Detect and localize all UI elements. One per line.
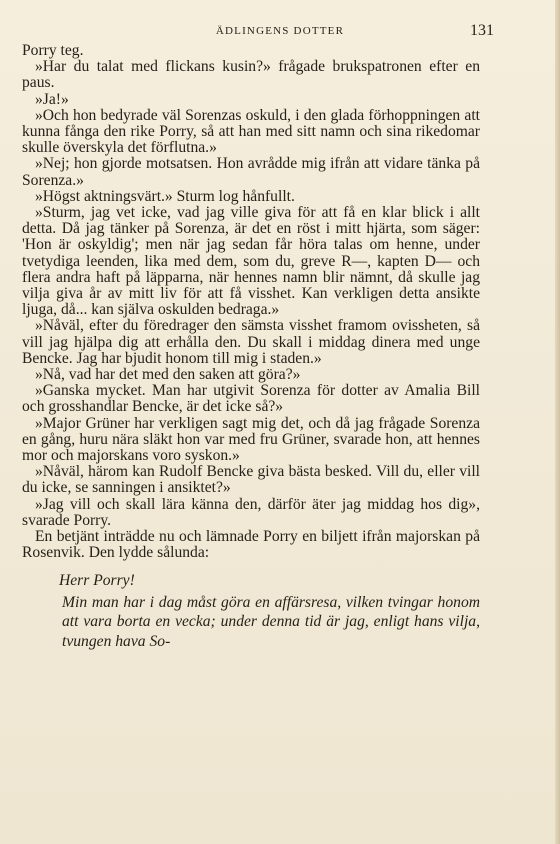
letter-salutation: Herr Porry! [59, 571, 135, 589]
paragraph: »Högst aktningsvärt.» Sturm log hånfullt. [35, 187, 295, 205]
page-body [22, 43, 480, 651]
paragraph: »Nåväl, härom kan Rudolf Bencke giva bästa besked. Vill du, eller vill du icke, se sanningen i ansiktet?» [22, 463, 480, 497]
page-edge [555, 0, 560, 844]
paragraph: »Ja!» [35, 90, 69, 108]
paragraph: En betjänt inträdde nu och lämnade Porry en biljett ifrån majorskan på Rosenvik. Den lydde sålunda: [22, 528, 480, 562]
paragraph: Porry teg. [22, 42, 84, 59]
running-head: ÄDLINGENS DOTTER [215, 25, 345, 37]
paragraph: »Sturm, jag vet icke, vad jag ville giva för att få en klar blick i allt detta. Då jag tänker på Sorenza, är det en röst i mitt hjärta, som säger: 'Hon är oskyldig'; men när jag sedan får höra talas om henne, under tvetydiga leenden, lika med dem, som du, greve R—, kapten D— och flera andra haft på läpparna, när hennes namn blir nämnt, då skulle jag vilja giva år av mitt liv för att få visshet. Kan verkligen detta ansikte ljuga, då... kan själva oskulden bedraga.» [22, 204, 480, 319]
paragraph: »Nå, vad har det med den saken att göra?» [35, 366, 301, 384]
letter-body: Min man har i dag måst göra en affärsresa, vilken tvingar honom att vara borta en vecka; under denna tid är jag, enligt hans vilja, tvungen hava So- [62, 593, 480, 650]
paragraph: »Ganska mycket. Man har utgivit Sorenza för dotter av Amalia Bill och grosshandlar Bencke, är det icke så?» [22, 382, 480, 416]
paragraph: »Nåväl, efter du föredrager den sämsta visshet framom ovissheten, så vill jag hjälpa dig att erhålla den. Du skall i middag dinera med unge Bencke. Jag har bjudit honom till mig i staden.» [22, 317, 480, 367]
page-number: 131 [470, 22, 494, 39]
paragraph: »Major Grüner har verkligen sagt mig det, och då jag frågade Sorenza en gång, huru nära släkt hon var med fru Grüner, svarade hon, att hennes mor och majorskans voro syskon.» [22, 414, 480, 465]
paragraph: »Och hon bedyrade väl Sorenzas oskuld, i den glada förhoppningen att kunna fånga den rike Porry, så att han med sitt namn och sina rikedomar skulle överskyla det förflutna.» [22, 106, 480, 157]
paragraph: »Nej; hon gjorde motsatsen. Hon avrådde mig ifrån att vidare tänka på Sorenza.» [22, 155, 480, 189]
paragraph: »Har du talat med flickans kusin?» frågade brukspatronen efter en paus. [22, 58, 480, 92]
paragraph: »Jag vill och skall lära känna den, därför äter jag middag hos dig», svarade Porry. [22, 495, 480, 529]
